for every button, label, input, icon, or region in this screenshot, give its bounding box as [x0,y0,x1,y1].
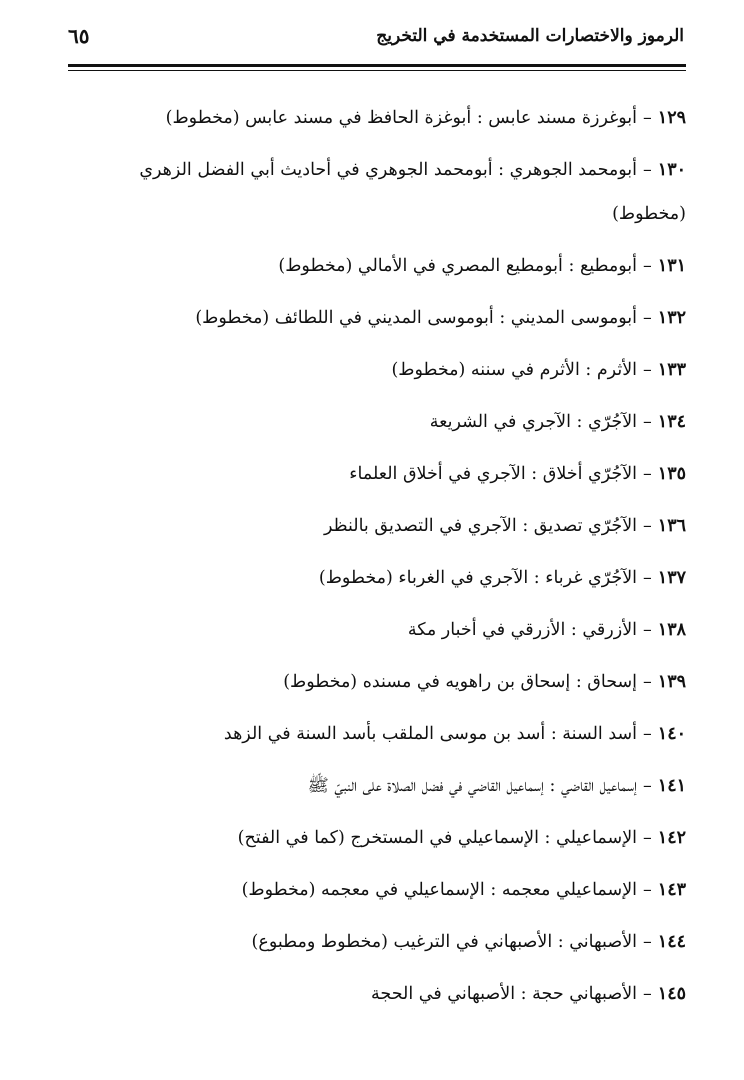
entry-text: الأثرم : الأثرم في سننه (مخطوط) [391,360,638,380]
entry-number: ١٤٥ [657,984,686,1004]
entry-text: أسد السنة : أسد بن موسى الملقب بأسد السنة في الزهد [223,724,638,744]
entry-number: ١٣٢ [657,308,686,328]
list-item: ١٣٣–الأثرم : الأثرم في سننه (مخطوط) [391,360,686,380]
list-item: ١٣٦–الآجُرّي تصديق : الآجري في التصديق بالنظر [323,516,686,536]
entry-text: إسحاق : إسحاق بن راهويه في مسنده (مخطوط) [283,672,638,692]
list-item: ١٤٤–الأصبهاني : الأصبهاني في الترغيب (مخطوط ومطبوع) [251,932,686,952]
entry-number: ١٤٠ [657,724,686,744]
list-item: ١٤٢–الإسماعيلي : الإسماعيلي في المستخرج (كما في الفتح) [237,828,686,848]
entry-number: ١٣٦ [657,516,686,536]
entry-text: الأصبهاني حجة : الأصبهاني في الحجة [371,984,638,1004]
entry-number: ١٣٧ [657,568,686,588]
running-title: الرموز والاختصارات المستخدمة في التخريج [376,26,684,46]
list-item: ١٤١–إسماعيل القاضي : إسماعيل القاضي في فضل الصلاة على النبيّ ﷺ [307,776,686,796]
list-item: ١٣٧–الآجُرّي غرباء : الآجري في الغرباء (مخطوط) [318,568,686,588]
entry-text: الإسماعيلي معجمه : الإسماعيلي في معجمه (مخطوط) [241,880,638,900]
list-item: ١٣١–أبومطيع : أبومطيع المصري في الأمالي (مخطوط) [278,256,686,276]
entry-text: الأصبهاني : الأصبهاني في الترغيب (مخطوط ومطبوع) [251,932,638,952]
list-item: ١٣٩–إسحاق : إسحاق بن راهويه في مسنده (مخطوط) [283,672,686,692]
header-rule-thin [68,70,686,71]
entry-number: ١٣٤ [657,412,686,432]
page-header [68,18,684,62]
entry-number: ١٣٨ [657,620,686,640]
list-item: ١٣٠–أبومحمد الجوهري : أبومحمد الجوهري في أحاديث أبي الفضل الزهري (مخطوط) [139,160,686,224]
entry-number: ١٢٩ [657,108,686,128]
list-item: ١٣٥–الآجُرّي أخلاق : الآجري في أخلاق العلماء [349,464,686,484]
entry-text: أبوغرزة مسند عابس : أبوغزة الحافظ في مسند عابس (مخطوط) [165,108,638,128]
header-rule-thick [68,64,686,67]
entry-text: الآجُرّي أخلاق : الآجري في أخلاق العلماء [349,464,638,484]
entry-text: أبومحمد الجوهري : أبومحمد الجوهري في أحاديث أبي الفضل الزهري (مخطوط) [139,160,686,224]
entry-number: ١٤٢ [657,828,686,848]
abbreviation-list [60,96,686,1024]
list-item: ١٤٠–أسد السنة : أسد بن موسى الملقب بأسد السنة في الزهد [223,724,686,744]
list-item: ١٤٣–الإسماعيلي معجمه : الإسماعيلي في معجمه (مخطوط) [241,880,686,900]
list-item: ١٣٨–الأزرقي : الأزرقي في أخبار مكة [407,620,686,640]
entry-text: الآجُرّي تصديق : الآجري في التصديق بالنظر [323,516,638,536]
page-number: ٦٥ [68,24,90,48]
entry-text: الأزرقي : الأزرقي في أخبار مكة [407,620,638,640]
entry-text: الآجُرّي غرباء : الآجري في الغرباء (مخطوط) [318,568,638,588]
entry-text: الإسماعيلي : الإسماعيلي في المستخرج (كما في الفتح) [237,828,638,848]
list-item: ١٤٥–الأصبهاني حجة : الأصبهاني في الحجة [371,984,686,1004]
list-item: ١٢٩–أبوغرزة مسند عابس : أبوغزة الحافظ في مسند عابس (مخطوط) [165,108,686,128]
entry-number: ١٣٠ [657,160,686,180]
entry-number: ١٣٥ [657,464,686,484]
entry-number: ١٣٣ [657,360,686,380]
entry-text: أبومطيع : أبومطيع المصري في الأمالي (مخطوط) [278,256,638,276]
entry-number: ١٤٣ [657,880,686,900]
entry-text: الآجُرّي : الآجري في الشريعة [429,412,638,432]
entry-number: ١٤٤ [657,932,686,952]
entry-number: ١٣١ [657,256,686,276]
entry-text: إسماعيل القاضي : إسماعيل القاضي في فضل الصلاة على النبيّ ﷺ [307,776,638,796]
entry-number: ١٣٩ [657,672,686,692]
entry-number: ١٤١ [657,776,686,796]
list-item: ١٣٤–الآجُرّي : الآجري في الشريعة [429,412,686,432]
list-item: ١٣٢–أبوموسى المديني : أبوموسى المديني في اللطائف (مخطوط) [195,308,686,328]
entry-text: أبوموسى المديني : أبوموسى المديني في اللطائف (مخطوط) [195,308,638,328]
